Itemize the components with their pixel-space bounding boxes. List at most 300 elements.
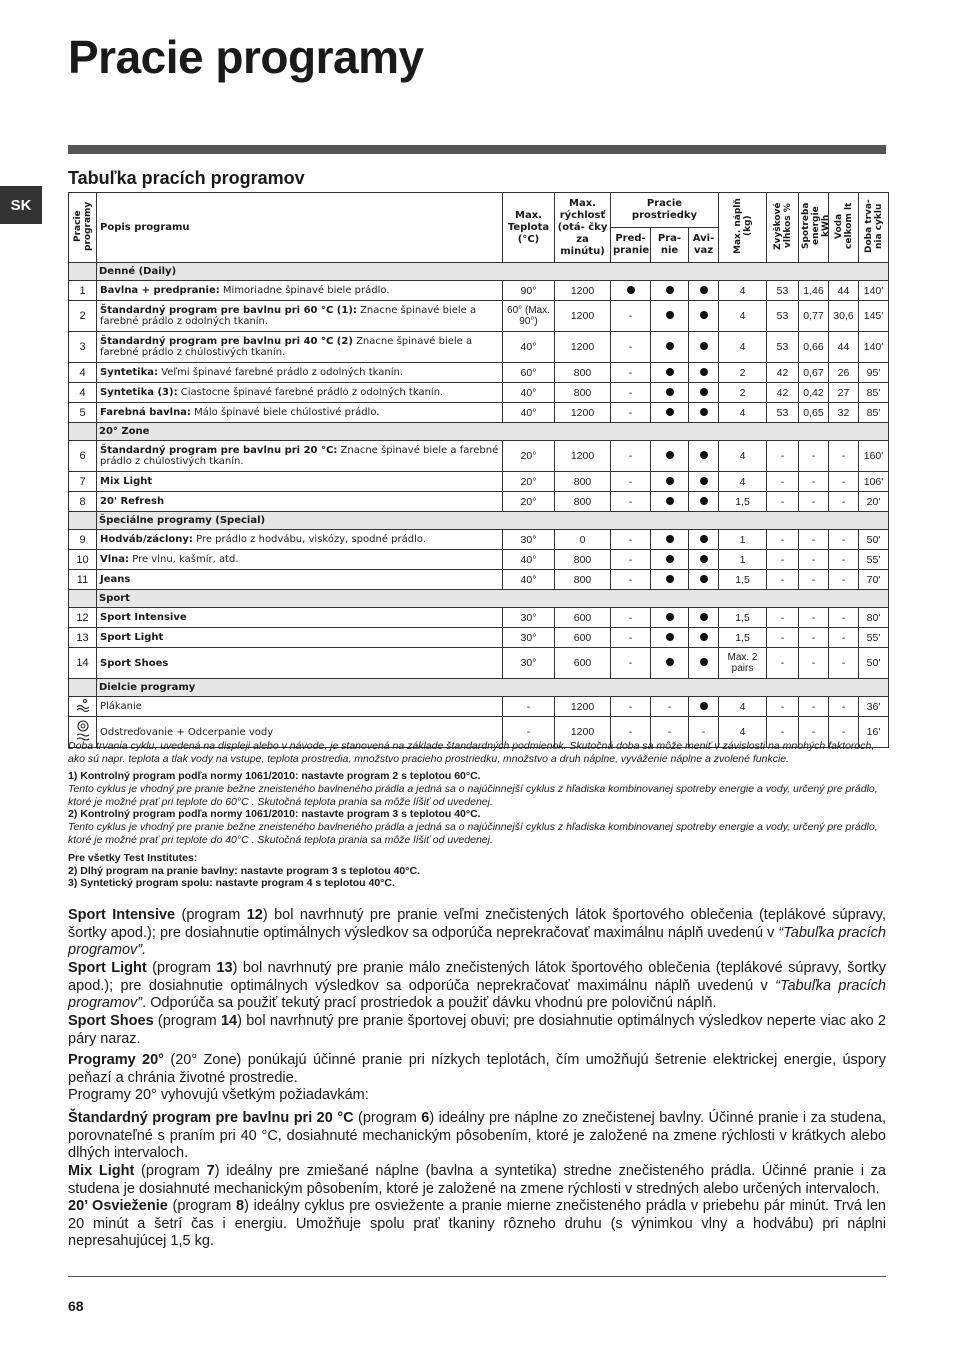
filled-dot-icon [700, 286, 708, 294]
program-group-row [69, 263, 889, 281]
filled-dot-icon [700, 633, 708, 641]
cell-prewash: - [611, 648, 651, 679]
cell-max-load: 2 [719, 383, 767, 403]
cell-prewash: - [611, 550, 651, 570]
group-name: Dielcie programy [97, 679, 889, 697]
cell-energy: 0,67 [799, 363, 829, 383]
cell-max-temp: 30° [503, 608, 555, 628]
program-description [97, 530, 503, 550]
program-detail: Pre prádlo z hodvábu, viskózy, spodné prádlo. [192, 534, 427, 545]
cell-max-speed: 800 [555, 570, 611, 590]
filled-dot-icon [700, 311, 708, 319]
cell-humidity: 53 [767, 281, 799, 301]
program-name: Sport Intensive [100, 612, 187, 623]
header-softener: Avi- vaz [689, 228, 719, 263]
cell-duration: 80' [859, 608, 889, 628]
program-description [97, 301, 503, 332]
cell-max-load: 4 [719, 441, 767, 472]
program-number: 3 [69, 332, 97, 363]
cell-humidity: - [767, 648, 799, 679]
program-number: 13 [69, 628, 97, 648]
page-number: 68 [68, 1298, 84, 1314]
cell-max-load: 1 [719, 530, 767, 550]
program-description [97, 363, 503, 383]
cell-max-load: 4 [719, 332, 767, 363]
table-row [69, 550, 889, 570]
group-name: Špeciálne programy (Special) [97, 512, 889, 530]
filled-dot-icon [666, 477, 674, 485]
cell-prewash: - [611, 332, 651, 363]
test-institutes-2: 3) Syntetický program spolu: nastavte program 4 s teplotou 40°C. [68, 877, 395, 889]
cell-max-speed: 800 [555, 363, 611, 383]
cell-water: 26 [829, 363, 859, 383]
cell-humidity: - [767, 608, 799, 628]
cell-humidity: 53 [767, 403, 799, 423]
program-name: Farebná bavlna: [100, 407, 191, 418]
program-name: Syntetika (3): [100, 387, 178, 398]
cell-wash [651, 472, 689, 492]
cell-max-temp: 40° [503, 550, 555, 570]
group-spacer [69, 512, 97, 530]
group-spacer [69, 263, 97, 281]
note-2-title: 2) Kontrolný program podľa normy 1061/2010: nastavte program 3 s teplotou 40°C. [68, 808, 481, 820]
program-number: 1 [69, 281, 97, 301]
cell-softener [689, 301, 719, 332]
cell-energy: - [799, 697, 829, 717]
cell-humidity: 53 [767, 301, 799, 332]
cell-wash [651, 281, 689, 301]
table-row [69, 281, 889, 301]
cell-max-speed: 1200 [555, 332, 611, 363]
cell-energy: - [799, 570, 829, 590]
program-description [97, 697, 503, 717]
cell-water: - [829, 697, 859, 717]
program-name: Syntetika: [100, 367, 159, 378]
cell-max-temp: 60° (Max. 90°) [503, 301, 555, 332]
cell-humidity: - [767, 570, 799, 590]
cell-energy: - [799, 628, 829, 648]
cell-max-load: 2 [719, 363, 767, 383]
header-duration: Doba trva- nia cyklu [859, 193, 889, 263]
cell-softener [689, 550, 719, 570]
cell-prewash: - [611, 608, 651, 628]
paragraph-standard-20: Štandardný program pre bavlnu pri 20 °C (program 6) ideálny pre náplne zo znečistenej bavlny. Účinné pranie i za studena, porovnateľné s praním pri 40 °C, dosiahnuté mechanickým pôsobením, ktoré je založené na zmene rýchlosti v krátkych alebo dlhých intervaloch. [68, 1110, 886, 1161]
cell-wash [651, 608, 689, 628]
cell-max-speed: 1200 [555, 717, 611, 748]
table-row [69, 301, 889, 332]
program-detail: Odstreďovanie + Odcerpanie vody [100, 726, 274, 738]
cell-water: - [829, 472, 859, 492]
cell-duration: 85' [859, 383, 889, 403]
cell-softener [689, 530, 719, 550]
filled-dot-icon [700, 368, 708, 376]
filled-dot-icon [666, 451, 674, 459]
cell-max-speed: 800 [555, 550, 611, 570]
paragraph-mix-light: Mix Light (program 7) ideálny pre zmiešané náplne (bavlna a syntetika) stredne znečisteného prádla. Účinné pranie i za studena je dosiahnuté mechanickým pôsobením, ktoré je založené na zmene rýchlosti v stredných alebo určených intervaloch. [68, 1163, 886, 1197]
filled-dot-icon [666, 535, 674, 543]
program-description [97, 332, 503, 363]
cell-max-speed: 1200 [555, 697, 611, 717]
cell-humidity: 53 [767, 332, 799, 363]
filled-dot-icon [666, 368, 674, 376]
cell-duration: 16' [859, 717, 889, 748]
program-description [97, 550, 503, 570]
cell-max-speed: 600 [555, 628, 611, 648]
filled-dot-icon [700, 388, 708, 396]
group-spacer [69, 590, 97, 608]
cell-wash [651, 441, 689, 472]
cell-max-speed: 600 [555, 648, 611, 679]
cell-max-load: 4 [719, 281, 767, 301]
note-1-title: 1) Kontrolný program podľa normy 1061/2010: nastavte program 2 s teplotou 60°C. [68, 770, 481, 782]
group-name: Sport [97, 590, 889, 608]
duration-note: Doba trvania cyklu, uvedená na displeji alebo v návode, je stanovená na základe štandardných podmienok. Skutočná doba sa môže meniť v závislosti na mnohých faktoroch, ako sú napr. teplota a tlak vody na vstupe, teplota prostredia, množstvo pracieho prostriedku, množstvo a druh náplne, vyváženie náplne a zvolené funkcie. [68, 740, 875, 765]
cell-water: - [829, 628, 859, 648]
group-name: Denné (Daily) [97, 263, 889, 281]
header-detergents: Pracie prostriedky [611, 193, 719, 228]
filled-dot-icon [700, 342, 708, 350]
cell-max-speed: 800 [555, 492, 611, 512]
cell-duration: 36' [859, 697, 889, 717]
program-group-row [69, 423, 889, 441]
cell-prewash: - [611, 472, 651, 492]
cell-duration: 160' [859, 441, 889, 472]
program-name: Štandardný program pre bavlnu pri 20 °C: [100, 445, 338, 456]
cell-prewash: - [611, 717, 651, 748]
header-prewash: Pred- pranie [611, 228, 651, 263]
cell-humidity: 42 [767, 383, 799, 403]
filled-dot-icon [666, 555, 674, 563]
cell-humidity: - [767, 492, 799, 512]
program-number: 4 [69, 383, 97, 403]
program-number: 6 [69, 441, 97, 472]
filled-dot-icon [700, 575, 708, 583]
cell-prewash: - [611, 403, 651, 423]
table-row [69, 472, 889, 492]
program-number: 12 [69, 608, 97, 628]
cell-max-speed: 600 [555, 608, 611, 628]
cell-wash [651, 492, 689, 512]
cell-water: - [829, 492, 859, 512]
program-number: 5 [69, 403, 97, 423]
filled-dot-icon [666, 388, 674, 396]
program-description [97, 281, 503, 301]
cell-energy: - [799, 717, 829, 748]
cell-prewash: - [611, 301, 651, 332]
cell-max-temp: 40° [503, 332, 555, 363]
test-institutes-1: 2) Dlhý program na pranie bavlny: nastavte program 3 s teplotou 40°C. [68, 865, 420, 877]
programs-table [68, 192, 889, 748]
cell-softener [689, 472, 719, 492]
table-row [69, 530, 889, 550]
cell-max-temp: - [503, 717, 555, 748]
cell-water: - [829, 530, 859, 550]
cell-duration: 55' [859, 628, 889, 648]
filled-dot-icon [700, 658, 708, 666]
cell-max-load: 4 [719, 697, 767, 717]
program-detail: Pre vlnu, kašmír, atd. [129, 554, 239, 565]
cell-wash: - [651, 697, 689, 717]
program-description [97, 628, 503, 648]
cell-water: 32 [829, 403, 859, 423]
program-detail: Mimoriadne špinavé biele prádlo. [219, 285, 390, 296]
filled-dot-icon [627, 286, 635, 294]
cell-max-temp: 20° [503, 441, 555, 472]
filled-dot-icon [700, 408, 708, 416]
cell-prewash: - [611, 697, 651, 717]
cell-humidity: - [767, 717, 799, 748]
cell-energy: 0,42 [799, 383, 829, 403]
paragraph-programs-20-requirements: Programy 20° vyhovujú všetkým požiadavkám: [68, 1087, 369, 1103]
cell-softener [689, 281, 719, 301]
cell-duration: 140' [859, 332, 889, 363]
cell-duration: 20' [859, 492, 889, 512]
note-2-text: Tento cyklus je vhodný pre pranie bežne zneisteného bavlneného prádla a jedná sa o najúčinnejší cyklus z hľadiska kombinovanej spotreby energie a vody, určený pre prádlo, ktoré je možné prať pri teplote do 40°C . Skutočná teplota prania sa môže líšiť od uvedenej. [68, 821, 878, 846]
cell-max-temp: - [503, 697, 555, 717]
program-description [97, 403, 503, 423]
cell-energy: - [799, 472, 829, 492]
cell-softener [689, 608, 719, 628]
cell-softener [689, 628, 719, 648]
cell-max-load: Max. 2 pairs [719, 648, 767, 679]
cell-max-temp: 30° [503, 648, 555, 679]
cell-wash [651, 363, 689, 383]
program-description [97, 441, 503, 472]
filled-dot-icon [666, 613, 674, 621]
cell-duration: 70' [859, 570, 889, 590]
cell-max-speed: 1200 [555, 301, 611, 332]
table-row [69, 403, 889, 423]
cell-water: - [829, 648, 859, 679]
program-number: 4 [69, 363, 97, 383]
filled-dot-icon [700, 497, 708, 505]
cell-softener [689, 697, 719, 717]
cell-softener [689, 403, 719, 423]
filled-dot-icon [666, 497, 674, 505]
cell-duration: 95' [859, 363, 889, 383]
program-group-row [69, 512, 889, 530]
cell-duration: 55' [859, 550, 889, 570]
cell-softener: - [689, 717, 719, 748]
program-detail: Znacne špinavé biele a farebné prádlo z odolných tkanín. [100, 305, 477, 327]
program-number: 10 [69, 550, 97, 570]
cell-humidity: - [767, 530, 799, 550]
paragraph-sport-intensive: Sport Intensive (program 12) bol navrhnutý pre pranie veľmi znečistených látok športového oblečenia (teplákové súpravy, šortky apod.); pre dosiahnutie optimálnych výsledkov sa odporúča neprekračovať maximálnu náplň uvedenú v “Tabuľka pracích programov”. [68, 907, 886, 958]
cell-duration: 106' [859, 472, 889, 492]
table-row [69, 648, 889, 679]
program-description [97, 472, 503, 492]
program-detail: Málo špinavé biele chúlostivé prádlo. [190, 407, 380, 418]
cell-water: - [829, 570, 859, 590]
program-description [97, 383, 503, 403]
page-title: Pracie programy [68, 31, 424, 83]
program-detail: Znacne špinavé biele a farebné prádlo z chúlostivých tkanín. [100, 336, 473, 358]
paragraph-refresh: 20’ Osvieženie (program 8) ideálny cyklus pre osviežente a pranie mierne znečisteného prádla v priebehu pár minút. Trvá len 20 minút a šetrí čas i energiu. Umožňuje spolu prať tkaniny rôzneho druhu (s výnimkou vlny a hodvábu) pri náplni nepresahujúcej 1,5 kg. [68, 1198, 886, 1249]
cell-water: 30,6 [829, 301, 859, 332]
filled-dot-icon [700, 451, 708, 459]
program-name: Sport Shoes [100, 657, 169, 669]
cell-energy: 0,66 [799, 332, 829, 363]
cell-prewash: - [611, 383, 651, 403]
cell-humidity: - [767, 697, 799, 717]
filled-dot-icon [666, 311, 674, 319]
footer-rule [68, 1276, 886, 1277]
language-tab: SK [0, 186, 42, 224]
program-description [97, 492, 503, 512]
program-name: Jeans [100, 574, 131, 585]
cell-max-speed: 1200 [555, 403, 611, 423]
cell-duration: 85' [859, 403, 889, 423]
program-name: Vlna: [100, 554, 130, 565]
cell-max-load: 4 [719, 717, 767, 748]
cell-max-load: 1,5 [719, 570, 767, 590]
table-row [69, 363, 889, 383]
paragraph-programs-20: Programy 20° (20° Zone) ponúkajú účinné pranie pri nízkych teplotách, čím umožňujú šetrenie elektrickej energie, úspory peňazí a chránia životné prostredie. [68, 1052, 886, 1086]
program-detail: Znacne špinavé biele a farebné prádlo z chúlostivých tkanín. [100, 445, 499, 467]
program-number: 11 [69, 570, 97, 590]
cell-duration: 50' [859, 530, 889, 550]
cell-max-speed: 800 [555, 472, 611, 492]
cell-max-load: 4 [719, 403, 767, 423]
table-row [69, 608, 889, 628]
program-name: Mix Light [100, 476, 153, 487]
filled-dot-icon [700, 702, 708, 710]
cell-softener [689, 332, 719, 363]
cell-max-load: 4 [719, 301, 767, 332]
paragraph-sport-light: Sport Light (program 13) bol navrhnutý pre pranie málo znečistených látok športového oblečenia (teplákové súpravy, šortky apod.); pre dosiahnutie optimálnych výsledkov sa odporúča neprekračovať maximálnu náplň uvedenú v “Tabuľka pracích programov”. Odporúča sa použiť tekutý prací prostriedok a použiť dávku vhodnú pre polovičnú náplň. [68, 960, 886, 1011]
cell-water: 44 [829, 281, 859, 301]
cell-energy: 0,65 [799, 403, 829, 423]
cell-water: 44 [829, 332, 859, 363]
cell-water: - [829, 441, 859, 472]
cell-wash [651, 628, 689, 648]
cell-humidity: - [767, 441, 799, 472]
cell-humidity: - [767, 472, 799, 492]
program-number: 2 [69, 301, 97, 332]
program-group-row [69, 590, 889, 608]
group-name: 20° Zone [97, 423, 889, 441]
cell-prewash: - [611, 628, 651, 648]
cell-prewash: - [611, 441, 651, 472]
cell-water: - [829, 550, 859, 570]
group-spacer [69, 423, 97, 441]
program-number: 8 [69, 492, 97, 512]
program-detail: Plákanie [100, 701, 142, 712]
cell-prewash: - [611, 530, 651, 550]
cell-water: - [829, 717, 859, 748]
cell-wash: - [651, 717, 689, 748]
rinse-icon [69, 697, 97, 717]
program-description [97, 608, 503, 628]
header-programs: Pracie programy [69, 193, 97, 263]
table-title: Tabuľka pracích programov [68, 168, 305, 188]
table-row [69, 628, 889, 648]
cell-max-temp: 60° [503, 363, 555, 383]
cell-max-temp: 20° [503, 472, 555, 492]
program-name: Štandardný program pre bavlnu pri 40 °C (2) [100, 336, 353, 347]
filled-dot-icon [666, 658, 674, 666]
table-row [69, 383, 889, 403]
program-description [97, 570, 503, 590]
cell-humidity: - [767, 628, 799, 648]
cell-energy: - [799, 530, 829, 550]
paragraph-sport-shoes: Sport Shoes (program 14) bol navrhnutý pre pranie športovej obuvi; pre dosiahnutie optimálnych výsledkov neperte viac ako 2 páry naraz. [68, 1013, 886, 1047]
cell-max-temp: 30° [503, 530, 555, 550]
cell-max-speed: 0 [555, 530, 611, 550]
cell-wash [651, 332, 689, 363]
cell-softener [689, 363, 719, 383]
filled-dot-icon [666, 633, 674, 641]
cell-duration: 50' [859, 648, 889, 679]
program-name: 20' Refresh [100, 496, 165, 507]
table-row [69, 570, 889, 590]
cell-energy: - [799, 441, 829, 472]
cell-duration: 140' [859, 281, 889, 301]
cell-max-temp: 20° [503, 492, 555, 512]
program-number: 14 [69, 648, 97, 679]
header-max-load: Max. náplň (kg) [719, 193, 767, 263]
filled-dot-icon [666, 408, 674, 416]
cell-softener [689, 383, 719, 403]
cell-max-load: 1,5 [719, 492, 767, 512]
cell-wash [651, 403, 689, 423]
cell-max-temp: 90° [503, 281, 555, 301]
header-water: Voda celkom lt [829, 193, 859, 263]
cell-wash [651, 530, 689, 550]
cell-energy: - [799, 550, 829, 570]
cell-water: - [829, 608, 859, 628]
cell-max-load: 1 [719, 550, 767, 570]
cell-prewash [611, 281, 651, 301]
program-detail: Veľmi špinavé farebné prádlo z odolných tkanín. [158, 367, 403, 378]
table-row [69, 492, 889, 512]
cell-wash [651, 570, 689, 590]
header-wash: Pra- nie [651, 228, 689, 263]
cell-wash [651, 648, 689, 679]
cell-softener [689, 648, 719, 679]
cell-max-speed: 800 [555, 383, 611, 403]
header-max-speed: Max. rýchlosť (otá- čky za minútu) [555, 193, 611, 263]
program-name: Bavlna + predpranie: [100, 285, 220, 296]
cell-max-temp: 30° [503, 628, 555, 648]
program-group-row [69, 679, 889, 697]
program-detail: Ciastocne špinavé farebné prádlo z odolných tkanín. [177, 387, 444, 398]
cell-humidity: 42 [767, 363, 799, 383]
cell-wash [651, 383, 689, 403]
program-number: 7 [69, 472, 97, 492]
filled-dot-icon [700, 613, 708, 621]
cell-max-load: 1,5 [719, 608, 767, 628]
filled-dot-icon [666, 575, 674, 583]
program-name: Hodváb/záclony: [100, 534, 193, 545]
cell-duration: 145' [859, 301, 889, 332]
cell-wash [651, 301, 689, 332]
filled-dot-icon [700, 555, 708, 563]
filled-dot-icon [700, 535, 708, 543]
cell-softener [689, 441, 719, 472]
filled-dot-icon [700, 477, 708, 485]
cell-energy: - [799, 608, 829, 628]
cell-energy: - [799, 492, 829, 512]
cell-max-load: 1,5 [719, 628, 767, 648]
table-row [69, 697, 889, 717]
cell-softener [689, 570, 719, 590]
table-row [69, 441, 889, 472]
cell-energy: - [799, 648, 829, 679]
cell-max-speed: 1200 [555, 441, 611, 472]
cell-softener [689, 492, 719, 512]
header-max-temp: Max. Teplota (°C) [503, 193, 555, 263]
